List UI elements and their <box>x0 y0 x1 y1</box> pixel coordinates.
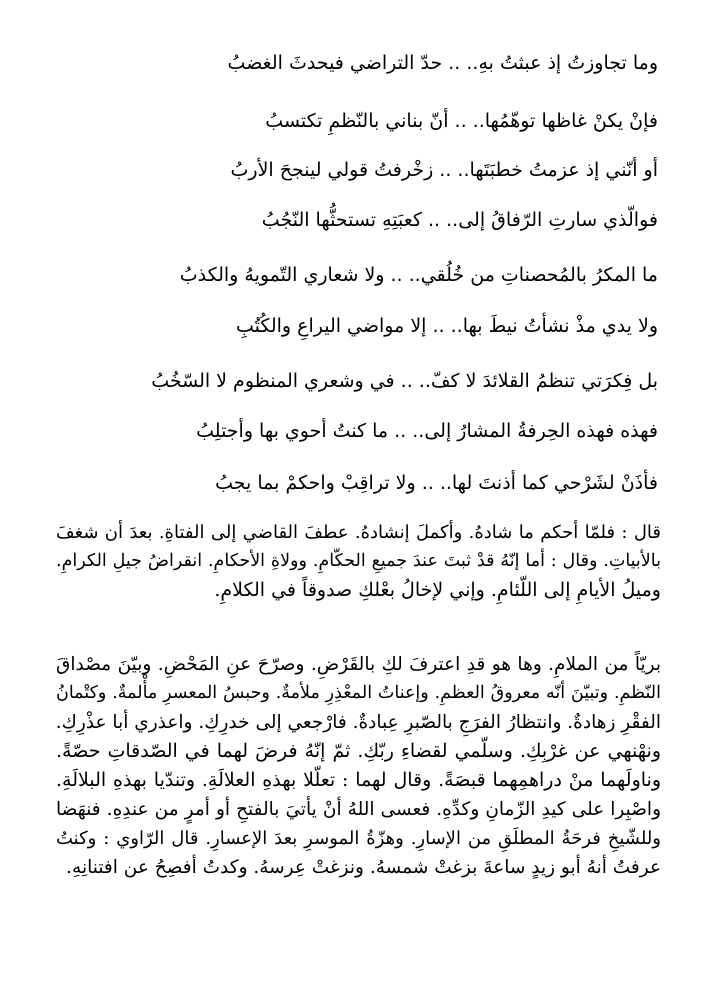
poem-line: أو أنّني إذ عزمتُ خطبَتَها.. .. زخْرفتُ قولي لينجحَ الأربُ <box>230 159 658 181</box>
paragraph-line: بالأبياتِ. وقال : أما إنّهُ قدْ ثبتَ عندَ جميعِ الحكّامِ. وولاةِ الأحكامِ. انقراضُ جيلِ الكرامِ. <box>56 551 661 571</box>
poem-line: وما تجاوزتُ إذ عبثتُ بهِ.. .. حدّ التراضي فيحدثَ الغضبُ <box>227 52 658 74</box>
poem-line: بل فِكرَتي تنظمُ القلائدَ لا كفّ.. .. في وشعري المنظوم لا السّخُبُ <box>151 370 658 392</box>
paragraph-line: قال : فلمّا أحكم ما شادهُ. وأكملَ إنشادهُ. عطفَ القاضي إلى الفتاةِ. بعدَ أن شغفَ <box>56 522 661 543</box>
paragraph-line: وميلُ الأيامِ إلى اللّئامِ. وإني لإخالُ بعْلكِ صدوقاً في الكلامِ. <box>214 579 661 601</box>
paragraph-line: وللشّيخِ فرحَةُ المطلَقِ من الإسارِ. وهزّةُ الموسرِ بعدَ الإعسارِ. قال الرّاوي : وكنتُ <box>56 828 661 849</box>
poem-line: فأذَنْ لشَرْحي كما أذنتَ لها.. .. ولا تراقِبْ واحكمْ بما يجبُ <box>215 472 658 494</box>
paragraph-2 <box>56 650 661 882</box>
paragraph-line: عرفتُ أنهُ أبو زيدٍ ساعةَ بزغتْ شمسهُ. ونزغتْ عِرسهُ. وكدتُ أفصِحُ عن افتنانِهِ. <box>66 857 661 878</box>
poem-line: فهذه فهذه الحِرفةُ المشارُ إلى.. .. ما كنتُ أحوي بها وأجتلِبُ <box>196 420 658 442</box>
paragraph-1 <box>56 518 661 605</box>
poem-line: فإنْ يكنْ غاظها توهّمُها.. .. أنّ بناني بالنّظمِ تكتسبُ <box>265 110 658 132</box>
poem-line: فوالّذي سارتِ الرّفاقُ إلى.. .. كعبَتِهِ تستحثُّها النّجُبُ <box>261 209 658 231</box>
poem-line: ما المكرُ بالمُحصناتِ من خُلُقي.. .. ولا شعاري التّمويهُ والكذبُ <box>179 264 658 286</box>
paragraph-line: النّظمِ. وتبيّنَ أنّه معروقُ العظمِ. وإعناتُ المعْذِرِ ملأمةٌ. وحبسُ المعسرِ مأْلمةٌ. وكتْمانُ <box>56 683 661 703</box>
paragraph-line: الفقْرِ زهادةٌ. وانتظارُ الفرَجِ بالصّبرِ عِبادةٌ. فارْجعي إلى خدرِكِ. واعذري أبا عذْرِكِ. <box>55 712 661 733</box>
paragraph-line: واصْبِرا على كيدِ الزّمانِ وكدِّهِ. فعسى اللهُ أنْ يأتيَ بالفتحِ أو أمرٍ من عندِهِ. فنهَضا <box>56 799 661 820</box>
paragraph-line: ونهْنهي عن غرْبِكِ. وسلّمي لقضاءِ ربّكِ. ثمّ إنّهُ فرضَ لهما في الصّدقاتِ حصّةً. <box>56 740 661 762</box>
paragraph-line: بريّاً من الملامِ. وها هو قدِ اعترفَ لكِ بالقَرْضِ. وصرّحَ عنِ المَحْضِ. وبيّنَ مصْداقَ <box>56 654 661 675</box>
paragraph-line: وناولَهما منْ دراهمِهما قبصَةً. وقال لهما : تعلّلا بهذهِ العلالَةِ. وتندّيا بهذهِ البلالَةِ. <box>56 769 661 791</box>
poem-line: ولا يدي مذْ نشأتُ نيطَ بها.. .. إلا مواضي اليراعِ والكُتُبِ <box>235 315 658 337</box>
